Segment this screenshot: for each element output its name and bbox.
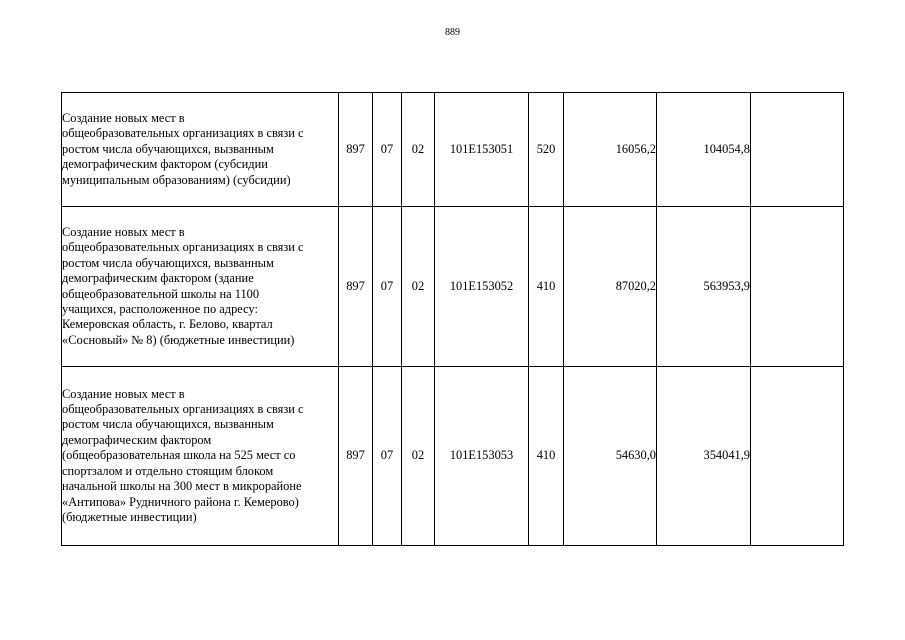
amount-3 [751, 93, 844, 207]
expense-type-code: 520 [529, 93, 564, 207]
ministry-code: 897 [339, 93, 373, 207]
table-row [62, 207, 844, 367]
subsection-code: 02 [402, 93, 435, 207]
table-row [62, 93, 844, 207]
ministry-code: 897 [339, 207, 373, 367]
amount-1: 87020,2 [564, 207, 657, 367]
section-code: 07 [373, 93, 402, 207]
amount-2: 104054,8 [657, 93, 751, 207]
section-code: 07 [373, 367, 402, 546]
ministry-code: 897 [339, 367, 373, 546]
row-description: Создание новых мест в общеобразовательных организациях в связи с ростом числа обучающихся, вызванным демографическим фактором (здание общеобразовательной школы на 1100 учащихся, расположенное по адресу: Кемеровская область, г. Белово, квартал «Сосновый» № 8) (бюджетные инвестиции) [62, 207, 339, 367]
target-article-code: 101E153051 [435, 93, 529, 207]
amount-1: 54630,0 [564, 367, 657, 546]
row-description: Создание новых мест в общеобразовательных организациях в связи с ростом числа обучающихся, вызванным демографическим фактором (субсидии муниципальным образованиям) (субсидии) [62, 93, 339, 207]
amount-3 [751, 367, 844, 546]
subsection-code: 02 [402, 207, 435, 367]
expense-type-code: 410 [529, 207, 564, 367]
target-article-code: 101E153053 [435, 367, 529, 546]
row-description: Создание новых мест в общеобразовательных организациях в связи с ростом числа обучающихся, вызванным демографическим фактором (общеобразовательная школа на 525 мест со спортзалом и отдельно стоящим блоком начальной школы на 300 мест в микрорайоне «Антипова» Рудничного района г. Кемерово) (бюджетные инвестиции) [62, 367, 339, 546]
budget-table [61, 92, 844, 546]
subsection-code: 02 [402, 367, 435, 546]
amount-2: 563953,9 [657, 207, 751, 367]
amount-2: 354041,9 [657, 367, 751, 546]
expense-type-code: 410 [529, 367, 564, 546]
amount-1: 16056,2 [564, 93, 657, 207]
amount-3 [751, 207, 844, 367]
target-article-code: 101E153052 [435, 207, 529, 367]
page-number: 889 [445, 27, 460, 38]
section-code: 07 [373, 207, 402, 367]
table-row [62, 367, 844, 546]
